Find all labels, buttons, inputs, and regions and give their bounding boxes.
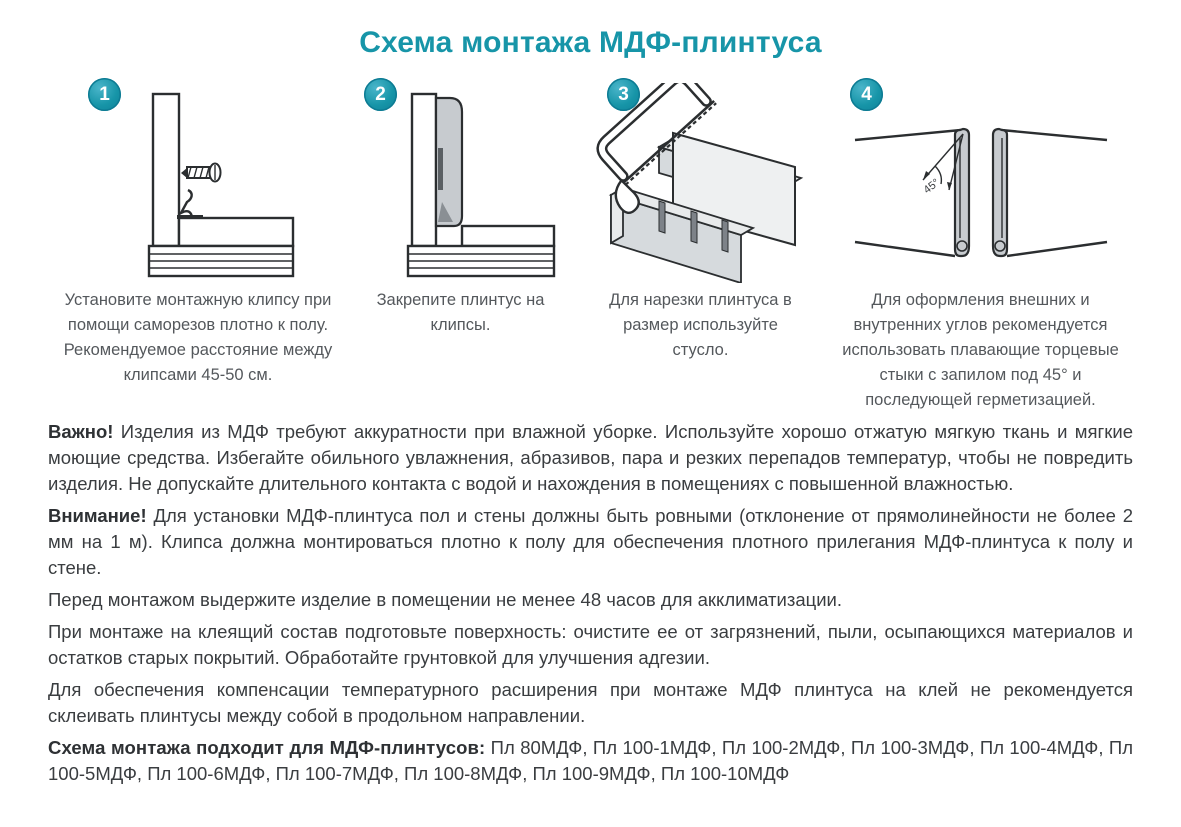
notes-section — [0, 413, 1181, 787]
clip-icon — [177, 190, 203, 217]
step-4-diagram — [828, 82, 1133, 284]
clip-mounting-diagram — [91, 86, 306, 281]
attention-lead: Внимание! — [48, 505, 147, 526]
screw-icon — [181, 163, 221, 181]
step-1-caption: Установите монтажную клипсу при помощи саморезов плотно к полу. Рекомендуемое расстояние между клипсами 45-50 см. — [63, 291, 333, 384]
step-3-caption: Для нарезки плинтуса в размер используйте стусло. — [609, 291, 792, 359]
left-plinth-piece — [855, 129, 969, 256]
important-note: Важно! Изделия из МДФ требуют аккуратности при влажной уборке. Используйте хорошо отжатую мягкую ткань и мягкие моющие средства. Избегайте обильного увлажнения, абразивов, пара и резких перепадов температур, чтобы не повредить изделия. Не допускайте длительного контакта с водой и нахождения в помещениях с повышенной влажностью. — [48, 421, 1134, 494]
step-1 — [48, 76, 348, 413]
step-2-caption: Закрепите плинтус на клипсы. — [376, 291, 545, 334]
attention-note: Внимание! Для установки МДФ-плинтуса пол и стены должны быть ровными (отклонение от прямолинейности не более 2 мм на 1 м). Клипса должна монтироваться плотно к полу для обеспечения плотного прилегания МДФ-плинтуса к полу и стене. — [48, 505, 1133, 578]
step-4-caption: Для оформления внешних и внутренних углов рекомендуется использовать плавающие торцевые стыки с запилом под 45° и последующей герметизацией. — [842, 291, 1119, 409]
step-3 — [573, 76, 828, 413]
page-title: Схема монтажа МДФ-плинтуса — [359, 26, 822, 59]
wall — [153, 94, 179, 246]
plinth-on-clip-diagram — [356, 86, 566, 281]
angle-label: 45° — [920, 176, 942, 197]
expansion-note: Для обеспечения компенсации температурного расширения при монтаже МДФ плинтуса на клей не рекомендуется склеивать плинтусы между собой в продольном направлении. — [48, 679, 1133, 726]
acclimatization-note: Перед монтажом выдержите изделие в помещении не менее 48 часов для акклиматизации. — [48, 589, 843, 610]
step-4-number-badge: 4 — [850, 78, 883, 111]
wall — [412, 94, 436, 246]
step-3-number-badge: 3 — [607, 78, 640, 111]
compatibility-note: Схема монтажа подходит для МДФ-плинтусов: Пл 80МДФ, Пл 100-1МДФ, Пл 100-2МДФ, Пл 100-3МДФ, Пл 100-4МДФ, Пл 100-5МДФ, Пл 100-6МДФ, Пл 100-7МДФ, Пл 100-8МДФ, Пл 100-9МДФ, Пл 100-10МДФ — [48, 737, 1134, 784]
plinth-profile — [436, 98, 462, 226]
corner-joint-diagram — [851, 88, 1111, 278]
glue-surface-note: При монтаже на клеящий состав подготовьте поверхность: очистите ее от загрязнений, пыли, осыпающихся материалов и остатков старых покрытий. Обработайте грунтовкой для улучшения адгезии. — [48, 621, 1133, 668]
steps-row — [0, 60, 1181, 413]
step-2-number-badge: 2 — [364, 78, 397, 111]
step-2-diagram — [348, 82, 573, 284]
step-2 — [348, 76, 573, 413]
miter-box-icon — [611, 133, 801, 283]
right-plinth-piece — [993, 129, 1107, 256]
compatibility-lead: Схема монтажа подходит для МДФ-плинтусов: — [48, 737, 486, 758]
step-1-number-badge: 1 — [88, 78, 121, 111]
important-lead: Важно! — [48, 421, 114, 442]
step-3-diagram — [573, 82, 828, 284]
miter-box-diagram — [581, 83, 821, 283]
step-4 — [828, 76, 1133, 413]
step-1-diagram — [48, 82, 348, 284]
